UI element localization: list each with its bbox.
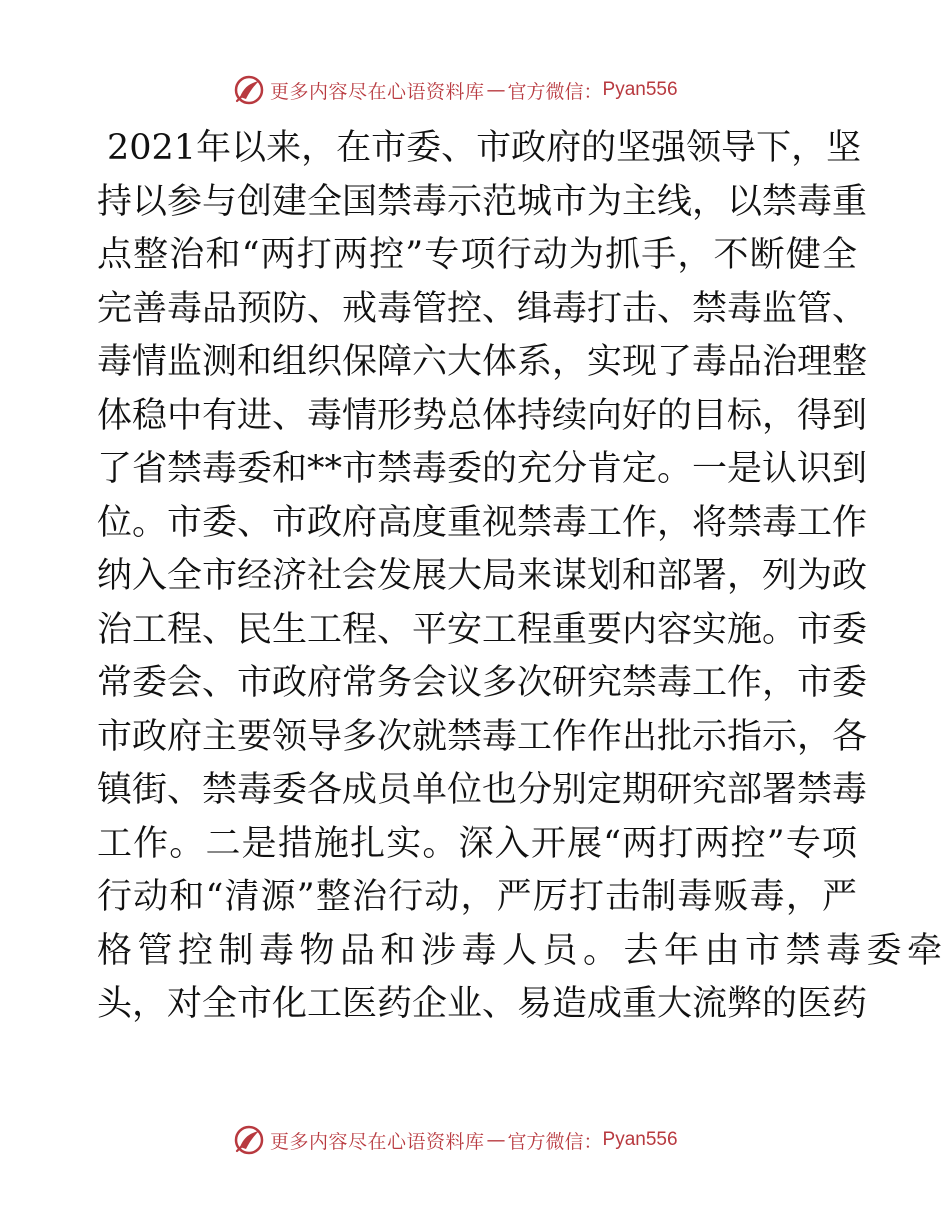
body-line: 头，对全市化工医药企业、易造成重大流弊的医药 <box>97 984 868 1024</box>
watermark-main-text: 更多内容尽在心语资料库 <box>270 1130 485 1153</box>
ink-drop-logo-icon <box>232 73 266 107</box>
watermark-account-id: Pyan556 <box>602 79 678 100</box>
watermark-main-text: 更多内容尽在心语资料库 <box>270 80 485 103</box>
body-line: 位。市委、市政府高度重视禁毒工作，将禁毒工作 <box>97 502 868 543</box>
body-paragraph <box>97 122 948 1032</box>
body-line: 完善毒品预防、戒毒管控、缉毒打击、禁毒监管、 <box>97 288 868 329</box>
body-line: 镇街、禁毒委各成员单位也分别定期研究部署禁毒 <box>97 770 868 810</box>
body-line: 了省禁毒委和**市禁毒委的充分肯定。一是认识到 <box>97 449 868 489</box>
body-line: 市政府主要领导多次就禁毒工作作出批示指示，各 <box>97 716 868 757</box>
watermark-account-id: Pyan556 <box>602 1129 678 1150</box>
header-watermark <box>232 72 678 108</box>
body-line: 行动和“清源”整治行动，严厉打击制毒贩毒，严 <box>97 877 857 917</box>
footer-watermark <box>232 1122 678 1158</box>
watermark-separator: — <box>486 79 506 101</box>
body-line: 纳入全市经济社会发展大局来谋划和部署，列为政 <box>97 556 868 596</box>
watermark-separator: — <box>486 1129 506 1151</box>
body-line: 2021年以来，在市委、市政府的坚强领导下，坚 <box>107 128 862 168</box>
body-line: 持以参与创建全国禁毒示范城市为主线，以禁毒重 <box>97 181 868 222</box>
body-line: 格管控制毒物品和涉毒人员。去年由市禁毒委牵 <box>97 930 948 971</box>
body-line: 体稳中有进、毒情形势总体持续向好的目标，得到 <box>97 395 868 436</box>
body-line: 毒情监测和组织保障六大体系，实现了毒品治理整 <box>97 342 868 382</box>
body-line: 治工程、民生工程、平安工程重要内容实施。市委 <box>97 609 868 650</box>
body-line: 点整治和“两打两控”专项行动为抓手，不断健全 <box>97 235 857 275</box>
watermark-official-label: 官方微信： <box>507 1130 603 1153</box>
body-line: 常委会、市政府常务会议多次研究禁毒工作，市委 <box>97 663 868 703</box>
ink-drop-logo-icon <box>232 1123 266 1157</box>
body-line: 工作。二是措施扎实。深入开展“两打两控”专项 <box>97 823 857 864</box>
watermark-official-label: 官方微信： <box>507 80 603 103</box>
